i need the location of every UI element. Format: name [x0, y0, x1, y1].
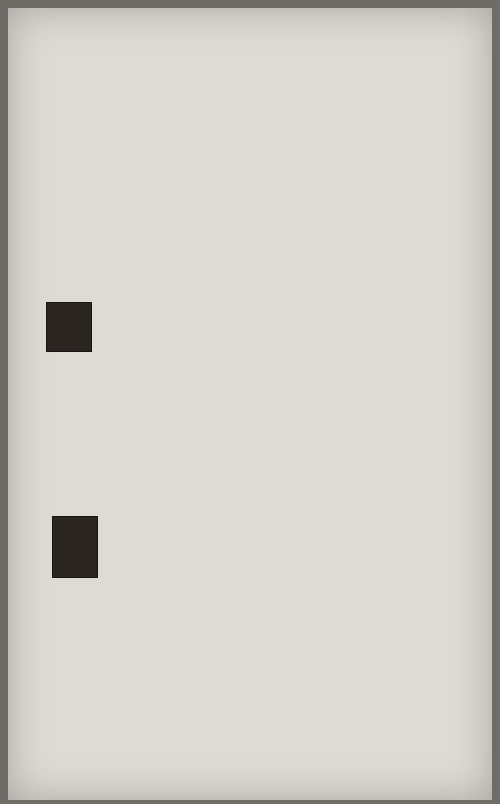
- drop-initial-d: [52, 516, 98, 578]
- page-header: [8, 38, 492, 58]
- drop-initial-r: [46, 302, 92, 352]
- book-page: [8, 8, 492, 800]
